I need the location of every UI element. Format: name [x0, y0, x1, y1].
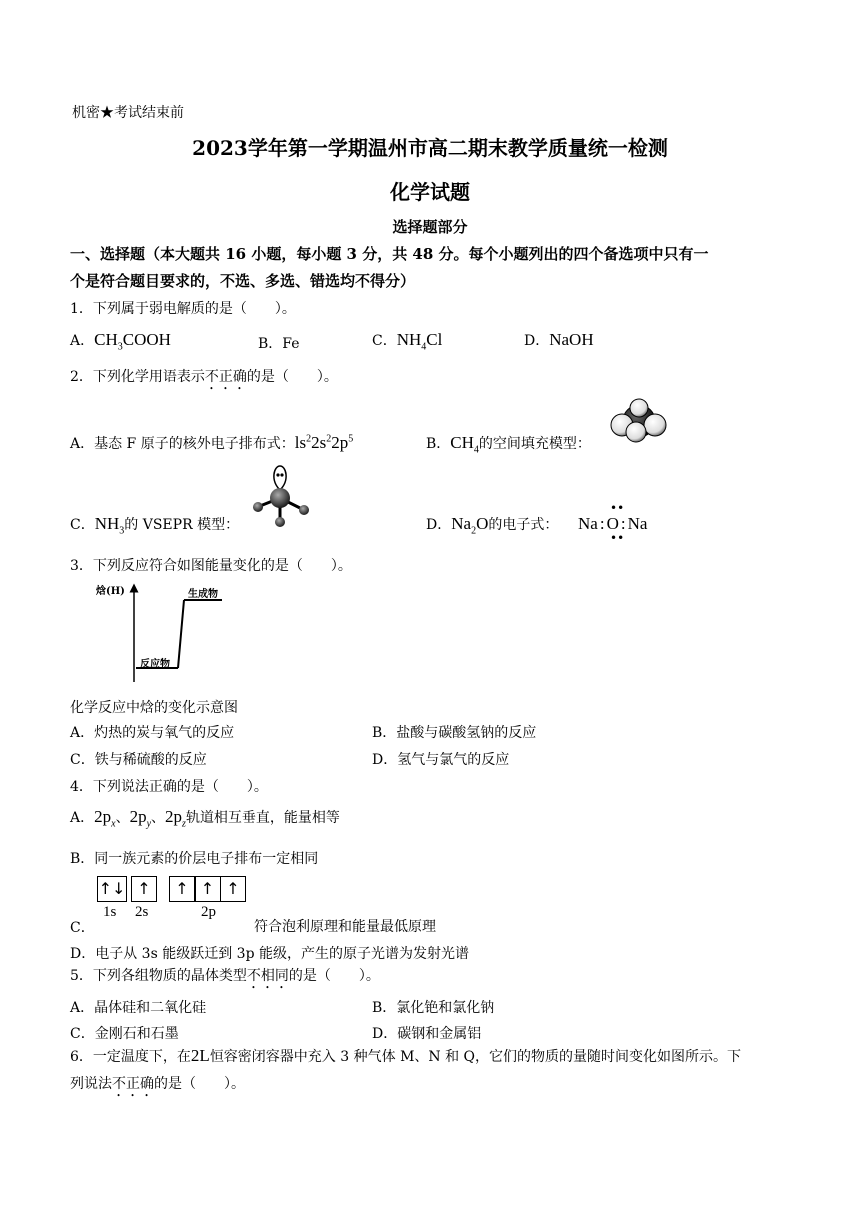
question-1-option-b: B．Fe: [258, 336, 300, 352]
question-4-option-a: A．$2p_x$、$2p_y$、$2p_z$轨道相互垂直，能量相等: [70, 807, 340, 830]
formula-ch3cooh: $CH_3COOH$: [94, 330, 171, 353]
formula-nh3: $NH_3$: [94, 514, 125, 537]
orbital-box-2p-3: ↑: [220, 876, 246, 902]
question-3-option-a: A．灼热的炭与氧气的反应: [70, 725, 235, 741]
question-5-option-d: D．碳钢和金属铝: [372, 1026, 482, 1042]
lone-pair-top: ••: [610, 501, 625, 515]
figure-caption: 化学反应中焓的变化示意图: [70, 700, 238, 716]
exam-title: 2023学年第一学期温州市高二期末教学质量统一检测: [192, 136, 668, 160]
question-3-stem: 3．下列反应符合如图能量变化的是（ ）。: [70, 558, 352, 574]
question-5-option-a: A．晶体硅和二氧化硅: [70, 1000, 207, 1016]
formula-naoh: NaOH: [549, 330, 594, 349]
question-4-option-c-text: 符合泡利原理和能量最低原理: [254, 919, 436, 935]
question-4-stem: 4．下列说法正确的是（ ）。: [70, 779, 268, 795]
orbital-box-1s: ↑↓: [97, 876, 127, 902]
question-3-option-d: D．氢气与氯气的反应: [372, 752, 510, 768]
option-c-prefix: C．: [372, 333, 397, 349]
na2o-electron-dot-formula: Na : O : Na •• ••: [578, 501, 648, 545]
question-5-option-b: B．氯化铯和氯化钠: [372, 1000, 495, 1016]
question-4-option-c-prefix: C．: [70, 920, 95, 936]
question-4-option-b: B．同一族元素的价层电子排布一定相同: [70, 851, 319, 867]
question-6-line2: 列说法不正确的是（ ）。: [70, 1076, 245, 1092]
orbital-2pz: $2p_z$: [165, 807, 186, 830]
subject-title: 化学试题: [390, 180, 470, 204]
nh3-vsepr-model: [244, 462, 320, 528]
formula-nh4cl: $NH_4Cl$: [396, 330, 443, 353]
orbital-label-1s: 1s: [103, 904, 117, 920]
reactant-label: 反应物: [140, 659, 170, 670]
confidential-label: 机密★考试结束前: [72, 105, 184, 121]
question-6-line1: 6．一定温度下，在2L恒容密闭容器中充入 3 种气体 M、N 和 Q，它们的物质的量随时间变化如图所示。下: [70, 1046, 742, 1065]
product-label: 生成物: [188, 589, 218, 600]
orbital-box-2p-1: ↑: [169, 876, 195, 902]
question-4-option-d: D．电子从 3s 能级跃迁到 3p 能级，产生的原子光谱为发射光谱: [70, 946, 469, 962]
question-1-option-d: [524, 330, 594, 350]
formula-na2o: $Na_2O$: [451, 514, 489, 537]
question-1-option-a: [70, 330, 171, 352]
enthalpy-axis-label: 焓(H): [96, 586, 125, 597]
emphasis-not-correct-q6: 不正确: [112, 1076, 154, 1092]
question-2-option-b: B．$CH_4$的空间填充模型：: [426, 433, 591, 456]
question-2-option-c: C．$NH_3$的 VSEPR 模型：: [70, 514, 240, 537]
lone-pair-bottom: ••: [610, 531, 625, 545]
question-3-option-b: B．盐酸与碳酸氢钠的反应: [372, 725, 537, 741]
option-d-prefix: D．: [524, 333, 550, 349]
orbital-label-2p: 2p: [201, 904, 216, 920]
question-1-stem: 1．下列属于弱电解质的是（ ）。: [70, 301, 296, 317]
orbital-2px: $2p_x$: [94, 807, 116, 830]
formula-ch4: $CH_4$: [450, 433, 479, 456]
electron-configuration: $ls^22s^22p^5$: [294, 433, 354, 452]
orbital-label-2s: 2s: [135, 904, 149, 920]
emphasis-not-correct: 不正确: [204, 369, 247, 385]
orbital-box-2p-2: ↑: [195, 876, 221, 902]
part-title: 选择题部分: [392, 218, 468, 236]
question-1-option-c: [372, 330, 442, 352]
question-2-stem: 2．下列化学用语表示不正确的是（ ）。: [70, 369, 338, 385]
orbital-box-2s: ↑: [131, 876, 157, 902]
question-3-option-c: C．铁与稀硫酸的反应: [70, 752, 207, 768]
section-instructions-line1: 一、选择题（本大题共 16 小题，每小题 3 分，共 48 分。每个小题列出的四个备选项中只有一: [70, 245, 709, 263]
volume-2l: 2L: [190, 1046, 210, 1065]
option-a-prefix: A．: [70, 333, 95, 349]
orbital-2py: $2p_y$: [129, 807, 152, 830]
section-instructions-line2: 个是符合题目要求的，不选、多选、错选均不得分）: [70, 272, 416, 290]
question-5-option-c: C．金刚石和石墨: [70, 1026, 179, 1042]
question-2-option-a: A．基态 F 原子的核外电子排布式：$ls^22s^22p^5$: [70, 433, 354, 452]
emphasis-not-same: 不相同: [246, 968, 289, 984]
question-5-stem: 5．下列各组物质的晶体类型不相同的是（ ）。: [70, 968, 380, 984]
question-2-option-d: D．$Na_2O$的电子式：: [426, 514, 559, 537]
ch4-space-filling-model: [608, 398, 670, 446]
